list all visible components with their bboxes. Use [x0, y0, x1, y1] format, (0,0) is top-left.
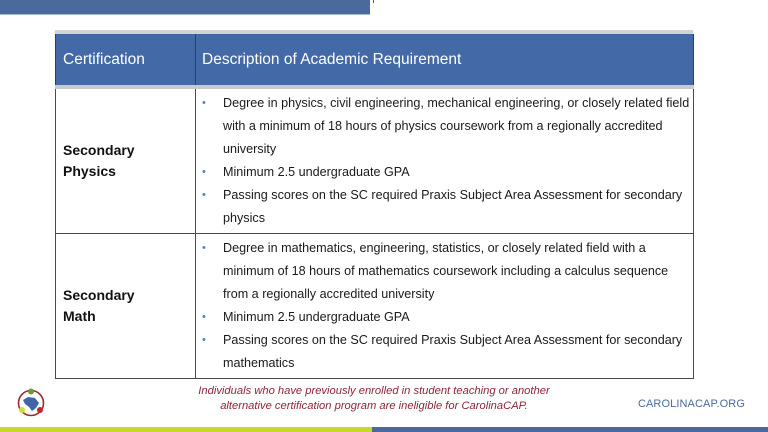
certification-cell — [56, 234, 196, 379]
requirement-text: Passing scores on the SC required Praxis Subject Area Assessment for secondary mathematics — [223, 333, 683, 370]
top-accent-bar — [0, 0, 370, 14]
requirement-text: Degree in physics, civil engineering, mechanical engineering, or closely related field with a minimum of 18 hours of physics coursework from a regionally accredited university — [223, 96, 690, 156]
top-accent-bar-edge — [0, 14, 370, 15]
bullet-icon: • — [202, 97, 206, 109]
website-url: CAROLINACAP.ORG — [637, 398, 745, 410]
header-description: Description of Academic Requirement — [196, 34, 694, 87]
bullet-icon: • — [202, 166, 206, 178]
requirement-item — [202, 237, 693, 306]
bullet-icon: • — [202, 334, 206, 346]
eligibility-note-line1: Individuals who have previously enrolled in student teaching or another — [198, 385, 550, 397]
certification-label-line2: Math — [63, 308, 96, 324]
certification-label-line2: Physics — [63, 163, 116, 179]
eligibility-note-line2: alternative certification program are ineligible for CarolinaCAP. — [220, 399, 528, 412]
table-row-math — [56, 234, 694, 379]
header-certification: Certification — [56, 34, 196, 87]
bullet-icon: • — [202, 189, 206, 201]
certification-cell — [56, 87, 196, 234]
requirement-text: Degree in mathematics, engineering, statistics, or closely related field with a minimum of 18 hours of mathematics coursework including a calculus sequence from a regionally accredited university — [223, 241, 669, 301]
bottom-accent-bar-green — [0, 427, 372, 432]
description-cell — [196, 234, 694, 379]
requirement-text: Passing scores on the SC required Praxis Subject Area Assessment for secondary physics — [223, 188, 683, 225]
requirement-item — [202, 161, 693, 184]
table-header-row — [56, 34, 694, 87]
table-row-physics — [56, 87, 694, 234]
requirement-text: Minimum 2.5 undergraduate GPA — [223, 165, 410, 179]
requirement-item — [202, 329, 693, 375]
eligibility-note — [180, 384, 568, 413]
bullet-icon: • — [202, 311, 206, 323]
top-mark — [373, 0, 374, 3]
bottom-accent-bar-blue — [372, 427, 768, 432]
requirement-item — [202, 306, 693, 329]
requirement-item — [202, 184, 693, 230]
requirements-list — [202, 237, 693, 375]
requirement-item — [202, 92, 693, 161]
bullet-icon: • — [202, 242, 206, 254]
carolinacap-logo-icon — [16, 388, 46, 418]
requirements-list — [202, 92, 693, 230]
certification-label-line1: Secondary — [63, 287, 135, 303]
description-cell — [196, 87, 694, 234]
certification-label-line1: Secondary — [63, 142, 135, 158]
requirements-table-container — [55, 30, 693, 379]
requirements-table — [55, 34, 694, 379]
requirement-text: Minimum 2.5 undergraduate GPA — [223, 310, 410, 324]
